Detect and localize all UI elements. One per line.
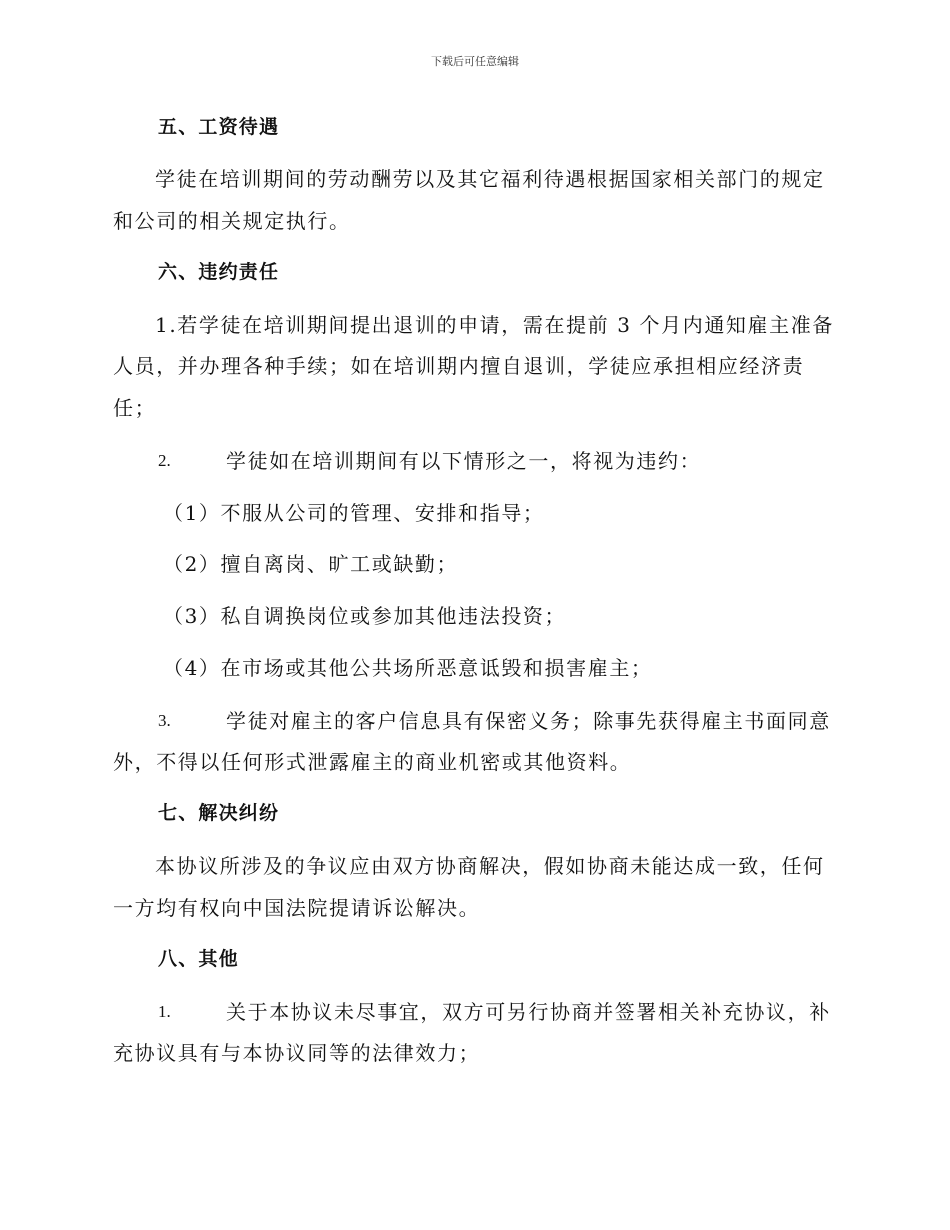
item-number: 2. <box>158 451 171 470</box>
section-heading-breach: 六、违约责任 <box>158 261 280 283</box>
list-item: （2）擅自离岗、旷工或缺勤； <box>163 552 459 576</box>
list-item: （1）不服从公司的管理、安排和指导； <box>163 501 545 525</box>
paragraph-line: 一方均有权向中国法院提请诉讼解决。 <box>113 896 481 920</box>
list-item: （4）在市场或其他公共场所恶意诋毁和损害雇主； <box>163 656 653 680</box>
paragraph-line: 本协议所涉及的争议应由双方协商解决，假如协商未能达成一致，任何 <box>155 854 825 878</box>
paragraph-line: 任； <box>113 396 157 420</box>
section-heading-other: 八、其他 <box>158 948 239 970</box>
list-item: （3）私自调换岗位或参加其他违法投资； <box>163 604 567 628</box>
paragraph-line: 1.若学徒在培训期间提出退训的申请，需在提前 3 个月内通知雇主准备 <box>155 313 834 337</box>
section-heading-disputes: 七、解决纠纷 <box>158 802 280 824</box>
section-heading-wages: 五、工资待遇 <box>158 116 280 138</box>
item-text: 关于本协议未尽事宜，双方可另行协商并签署相关补充协议，补 <box>226 1000 831 1024</box>
page-header: 下载后可任意编辑 <box>431 55 519 68</box>
paragraph-line: 外，不得以任何形式泄露雇主的商业机密或其他资料。 <box>113 750 632 774</box>
item-number: 3. <box>158 711 171 730</box>
item-text: 学徒对雇主的客户信息具有保密义务；除事先获得雇主书面同意 <box>226 709 831 733</box>
paragraph-line: 人员，并办理各种手续；如在培训期内擅自退训，学徒应承担相应经济责 <box>113 354 805 378</box>
item-text: 学徒如在培训期间有以下情形之一，将视为违约： <box>226 449 702 473</box>
paragraph-line: 充协议具有与本协议同等的法律效力； <box>113 1041 481 1065</box>
item-number: 1. <box>158 1002 171 1021</box>
paragraph-line: 学徒在培训期间的劳动酬劳以及其它福利待遇根据国家相关部门的规定 <box>155 167 825 191</box>
paragraph-line: 和公司的相关规定执行。 <box>113 209 351 233</box>
